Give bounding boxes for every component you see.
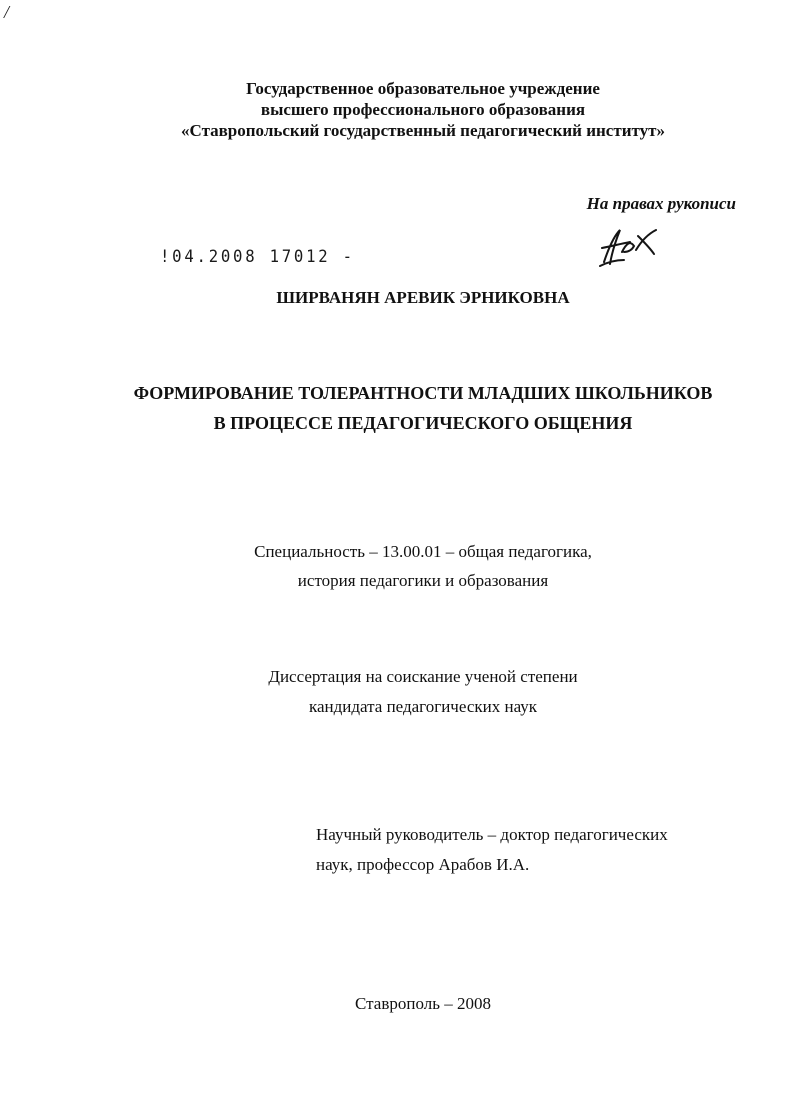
supervisor-block: [316, 820, 668, 880]
institution-line-2: высшего профессионального образования: [260, 100, 586, 119]
degree-block: [0, 662, 792, 722]
corner-mark: /: [4, 2, 10, 22]
dissertation-title: [0, 378, 792, 438]
degree-line-1: Диссертация на соискание ученой степени: [268, 667, 578, 686]
specialty-block: [0, 537, 792, 595]
signature-icon: [594, 222, 664, 270]
institution-line-3: «Ставропольский государственный педагогический институт»: [181, 121, 665, 140]
specialty-line-1: Специальность – 13.00.01 – общая педагогика,: [254, 542, 592, 561]
city-year: Ставрополь – 2008: [355, 994, 491, 1013]
supervisor-line-2: наук, профессор Арабов И.А.: [316, 855, 530, 874]
degree-line-2: кандидата педагогических наук: [308, 697, 538, 716]
supervisor-line-1: Научный руководитель – доктор педагогических: [316, 825, 668, 844]
author-name: ШИРВАНЯН АРЕВИК ЭРНИКОВНА: [276, 288, 570, 307]
institution-header: [0, 78, 792, 141]
manuscript-note: На правах рукописи: [586, 194, 736, 213]
institution-line-1: Государственное образовательное учреждение: [246, 79, 600, 98]
archive-number: !04.2008 17012 -: [160, 247, 355, 267]
title-line-1: ФОРМИРОВАНИЕ ТОЛЕРАНТНОСТИ МЛАДШИХ ШКОЛЬНИКОВ: [133, 383, 713, 403]
specialty-line-2: история педагогики и образования: [297, 571, 549, 590]
title-line-2: В ПРОЦЕССЕ ПЕДАГОГИЧЕСКОГО ОБЩЕНИЯ: [213, 413, 633, 433]
